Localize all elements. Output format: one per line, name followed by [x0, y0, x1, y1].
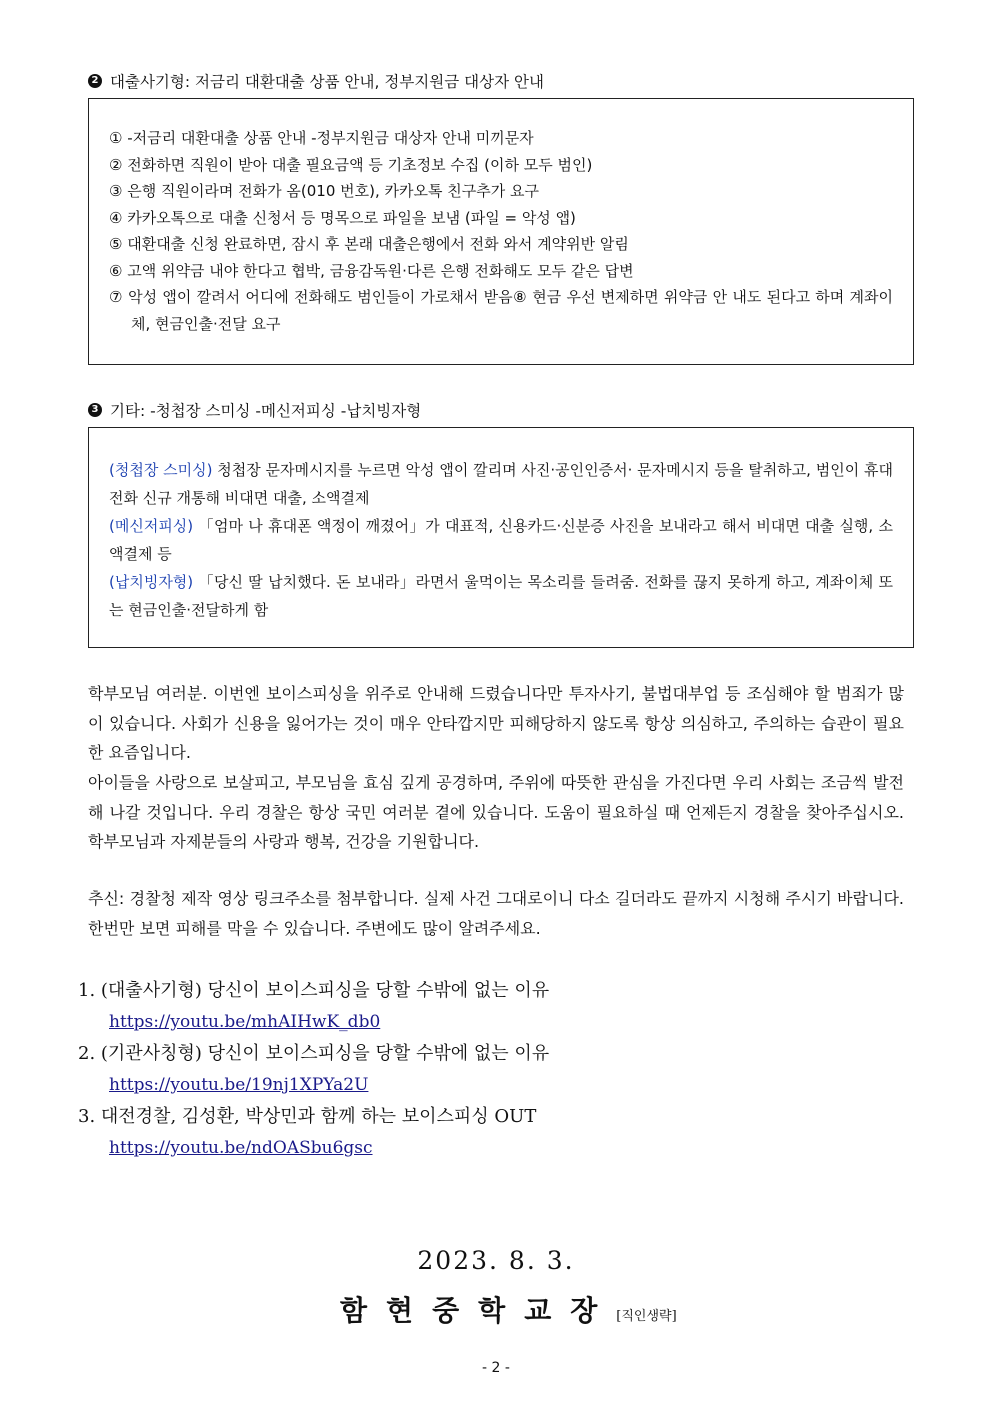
- smishing-text: 청첩장 문자메시지를 누르면 악성 앱이 깔리며 사진·공인인증서· 문자메시지 등을 탈취하고, 범인이 휴대전화 신규 개통해 비대면 대출, 소액결제: [109, 461, 893, 507]
- document-date: 2023. 8. 3.: [417, 1246, 575, 1275]
- fraud-step-5: ⑤ 대환대출 신청 완료하면, 잠시 후 본래 대출은행에서 전화 와서 계약위반 알림: [109, 235, 629, 253]
- video-link-2-url[interactable]: https://youtu.be/19nj1XPYa2U: [109, 1075, 369, 1095]
- fraud-step-1: ① ‐저금리 대환대출 상품 안내 ‐정부지원금 대상자 안내 미끼문자: [109, 129, 534, 147]
- section-2-title: 대출사기형: 저금리 대환대출 상품 안내, 정부지원금 대상자 안내: [110, 73, 544, 91]
- postscript-paragraph: 추신: 경찰청 제작 영상 링크주소를 첨부합니다. 실제 사건 그대로이니 다소 길더라도 끝까지 시청해 주시기 바랍니다. 한번만 보면 피해를 막을 수 있습니다. 주변에도 많이 알려주세요.: [88, 889, 904, 938]
- kidnapping-scam-tag: (납치빙자형): [109, 573, 194, 591]
- messenger-phishing-tag: (메신저피싱): [109, 517, 194, 535]
- section-3-heading: [88, 399, 421, 421]
- fraud-step-3: ③ 은행 직원이라며 전화가 옴(010 번호), 카카오톡 친구추가 요구: [109, 182, 539, 200]
- video-link-2-title: 2. (기관사칭형) 당신이 보이스피싱을 당할 수밖에 없는 이유: [78, 1043, 550, 1064]
- seal-omitted-note: [직인생략]: [616, 1309, 677, 1324]
- video-link-1-title: 1. (대출사기형) 당신이 보이스피싱을 당할 수밖에 없는 이유: [78, 980, 550, 1001]
- video-link-3-title: 3. 대전경찰, 김성환, 박상민과 함께 하는 보이스피싱 OUT: [78, 1106, 537, 1127]
- section-2-number-badge: 2: [88, 74, 102, 88]
- page-number: - 2 -: [482, 1360, 510, 1376]
- messenger-phishing-entry: [109, 512, 893, 568]
- other-fraud-box: [88, 427, 914, 648]
- section-2-heading: [88, 70, 544, 92]
- fraud-step-6: ⑥ 고액 위약금 내야 한다고 협박, 금융감독원·다른 은행 전화해도 모두 같은 답변: [109, 261, 634, 280]
- fraud-step-2: ② 전화하면 직원이 받아 대출 필요금액 등 기초정보 수집 (이하 모두 범인): [109, 155, 593, 174]
- video-link-3-url[interactable]: https://youtu.be/ndOASbu6gsc: [109, 1138, 373, 1158]
- section-3-title: 기타: ‐청첩장 스미싱 ‐메신저피싱 ‐납치빙자형: [110, 402, 422, 420]
- loan-fraud-steps-box: [88, 98, 914, 365]
- parents-notice-paragraph: 학부모님 여러분. 이번엔 보이스피싱을 위주로 안내해 드렸습니다만 투자사기, 불법대부업 등 조심해야 할 범죄가 많이 있습니다. 사회가 신용을 잃어가는 것이 매우 안타깝지만 피해당하지 않도록 항상 의심하고, 주의하는 습관이 필요한 요즘입니다.: [88, 684, 904, 762]
- section-3-number-badge: 3: [88, 403, 102, 417]
- principal-signature: 함현중학교장: [340, 1294, 617, 1327]
- smishing-entry: [109, 456, 893, 512]
- video-links-list: [78, 976, 549, 1165]
- fraud-step-7: ⑦ 악성 앱이 깔려서 어디에 전화해도 범인들이 가로채서 받음⑧ 현금 우선 변제하면 위약금 안 내도 된다고 하며 계좌이체, 현금인출·전달 요구: [109, 288, 893, 333]
- signature-block: [340, 1289, 677, 1329]
- fraud-step-4: ④ 카카오톡으로 대출 신청서 등 명목으로 파일을 보냄 (파일 = 악성 앱): [109, 208, 576, 227]
- smishing-tag: (청첩장 스미싱): [109, 461, 213, 479]
- police-message-paragraph: 아이들을 사랑으로 보살피고, 부모님을 효심 깊게 공경하며, 주위에 따뜻한 관심을 가진다면 우리 사회는 조금씩 발전해 나갈 것입니다. 우리 경찰은 항상 국민 여러분 곁에 있습니다. 도움이 필요하실 때 언제든지 경찰을 찾아주십시오. 학부모님과 자제분들의 사랑과 행복, 건강을 기원합니다.: [88, 773, 904, 851]
- kidnapping-scam-entry: [109, 568, 893, 624]
- video-link-1-url[interactable]: https://youtu.be/mhAIHwK_db0: [109, 1012, 381, 1032]
- kidnapping-scam-text: 「당신 딸 납치했다. 돈 보내라」라면서 울먹이는 목소리를 들려줌. 전화를 끊지 못하게 하고, 계좌이체 또는 현금인출·전달하게 함: [109, 573, 893, 619]
- messenger-phishing-text: 「엄마 나 휴대폰 액정이 깨졌어」가 대표적, 신용카드·신분증 사진을 보내라고 해서 비대면 대출 실행, 소액결제 등: [109, 517, 893, 563]
